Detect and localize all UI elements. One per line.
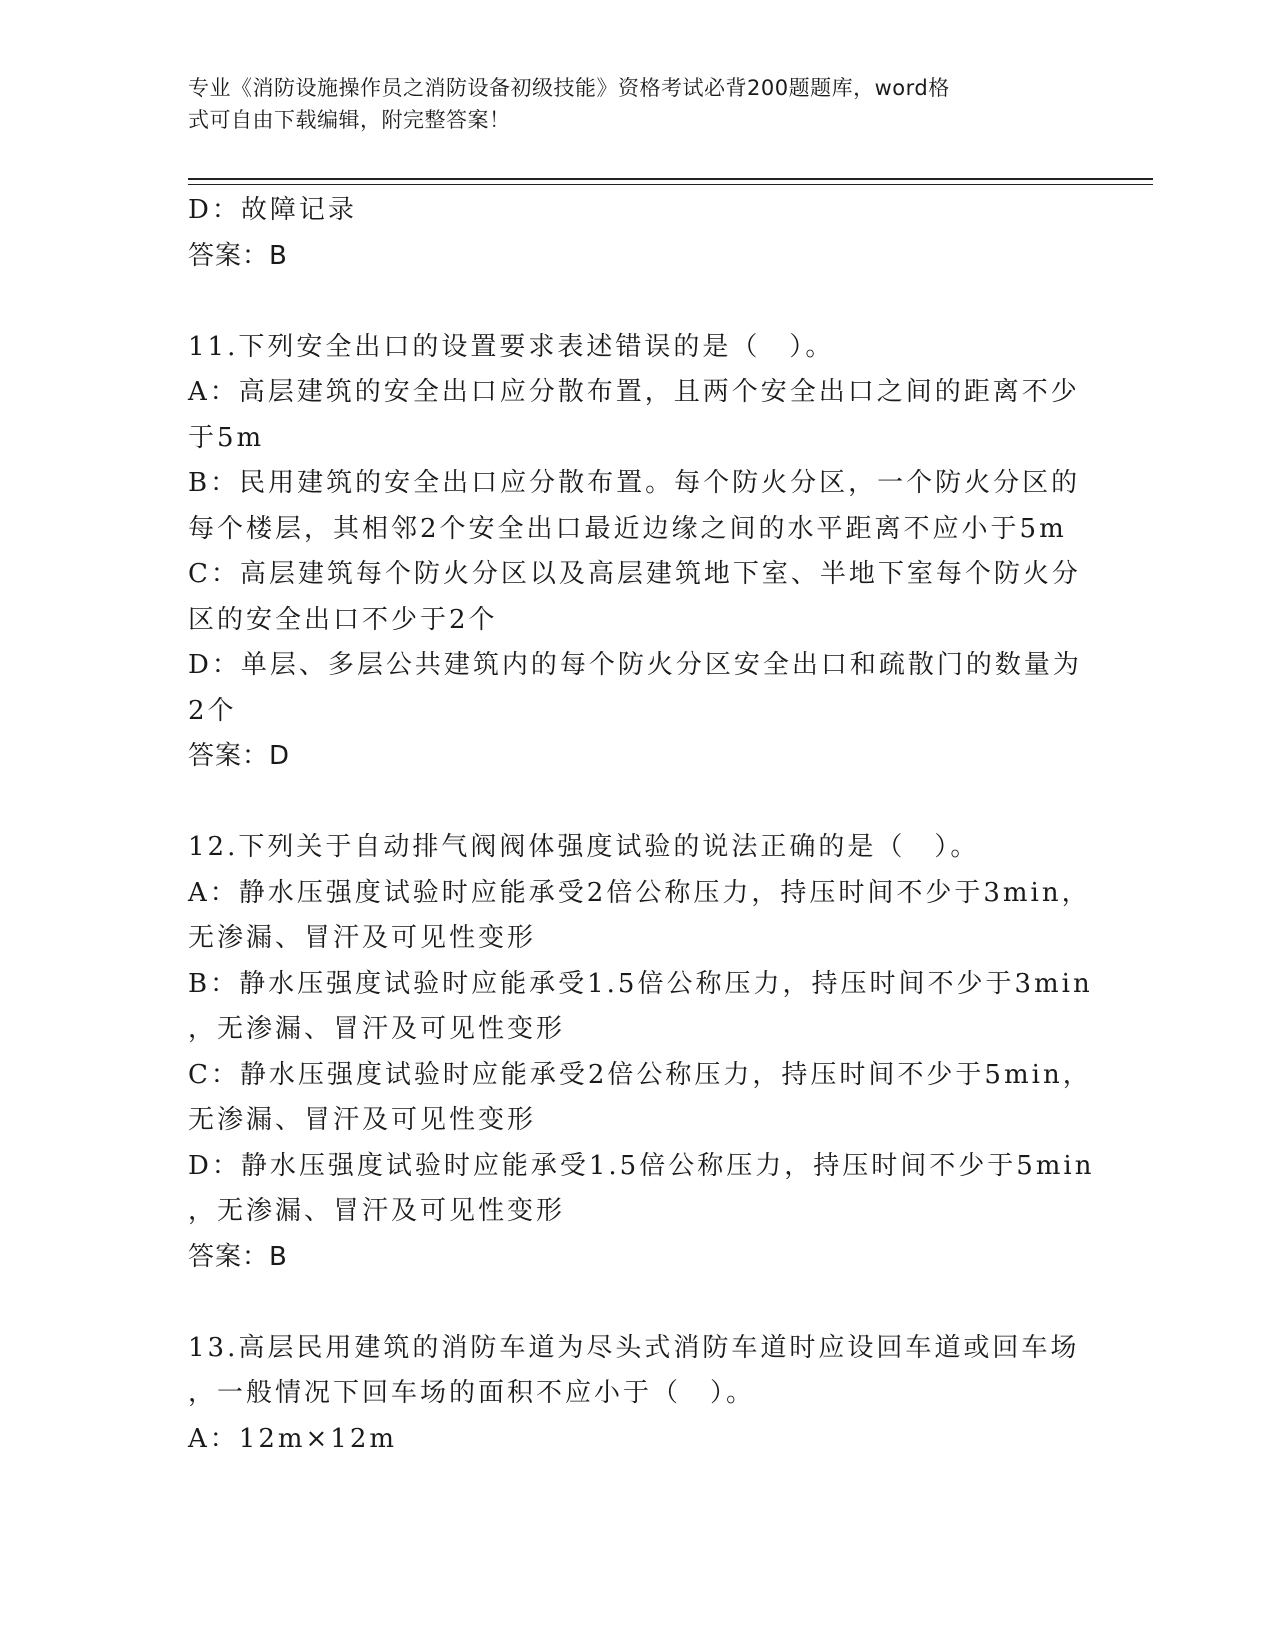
option-c-line-2: 无渗漏、冒汗及可见性变形 xyxy=(188,1105,537,1135)
question-13 xyxy=(188,1326,1088,1463)
option-b-line-1: B：民用建筑的安全出口应分散布置。每个防火分区，一个防火分区的 xyxy=(188,468,1081,498)
option-d-line-1: D：静水压强度试验时应能承受1.5倍公称压力，持压时间不少于5min xyxy=(188,1150,1095,1181)
option-b-line-1: B：静水压强度试验时应能承受1.5倍公称压力，持压时间不少于3min xyxy=(188,968,1093,999)
question-stem-line-1: 13.高层民用建筑的消防车道为尽头式消防车道时应设回车道或回车场 xyxy=(188,1332,1080,1363)
option-d-line-2: ，无渗漏、冒汗及可见性变形 xyxy=(188,1196,566,1226)
option-a-line-1: A：12m×12m xyxy=(188,1423,398,1454)
option-b-line-2: 每个楼层，其相邻2个安全出口最近边缘之间的水平距离不应小于5m xyxy=(188,513,1067,544)
question-12 xyxy=(188,825,1095,1280)
answer-label: 答案：D xyxy=(188,741,291,771)
header-rule-thick xyxy=(188,178,1153,180)
document-body xyxy=(188,188,1095,1462)
question-stem: 12.下列关于自动排气阀阀体强度试验的说法正确的是（ ）。 xyxy=(188,832,980,862)
option-a-line-1: A：静水压强度试验时应能承受2倍公称压力，持压时间不少于3min， xyxy=(188,877,1091,908)
option-a-line-2: 于5m xyxy=(188,422,265,453)
question-stem-line-2: ，一般情况下回车场的面积不应小于（ ）。 xyxy=(188,1378,756,1408)
option-d-line-1: D：单层、多层公共建筑内的每个防火分区安全出口和疏散门的数量为 xyxy=(188,650,1082,680)
answer-label: 答案：B xyxy=(188,1241,288,1272)
question-stem: 11.下列安全出口的设置要求表述错误的是（ ）。 xyxy=(188,331,835,362)
option-d-line-2: 2个 xyxy=(188,695,237,726)
option-c-line-2: 区的安全出口不少于2个 xyxy=(188,604,498,635)
header-rule-thin xyxy=(188,184,1153,185)
option-a-line-1: A：高层建筑的安全出口应分散布置，且两个安全出口之间的距离不少 xyxy=(188,377,1080,407)
spacer xyxy=(188,1280,1088,1326)
option-a-line-2: 无渗漏、冒汗及可见性变形 xyxy=(188,923,537,953)
header-line-2: 式可自由下载编辑，附完整答案！ xyxy=(188,108,511,132)
option-c-line-1: C：静水压强度试验时应能承受2倍公称压力，持压时间不少于5min， xyxy=(188,1059,1092,1090)
option-c-line-1: C：高层建筑每个防火分区以及高层建筑地下室、半地下室每个防火分 xyxy=(188,559,1081,589)
question-11 xyxy=(188,325,1088,780)
spacer xyxy=(188,279,1088,325)
document-header xyxy=(188,72,1068,136)
option-d: D：故障记录 xyxy=(188,195,357,225)
prev-question-tail xyxy=(188,188,1088,279)
answer-label: 答案：B xyxy=(188,240,288,271)
spacer xyxy=(188,780,1088,826)
option-b-line-2: ，无渗漏、冒汗及可见性变形 xyxy=(188,1014,566,1044)
header-line-1: 专业《消防设施操作员之消防设备初级技能》资格考试必背200题题库，word格 xyxy=(188,76,950,100)
